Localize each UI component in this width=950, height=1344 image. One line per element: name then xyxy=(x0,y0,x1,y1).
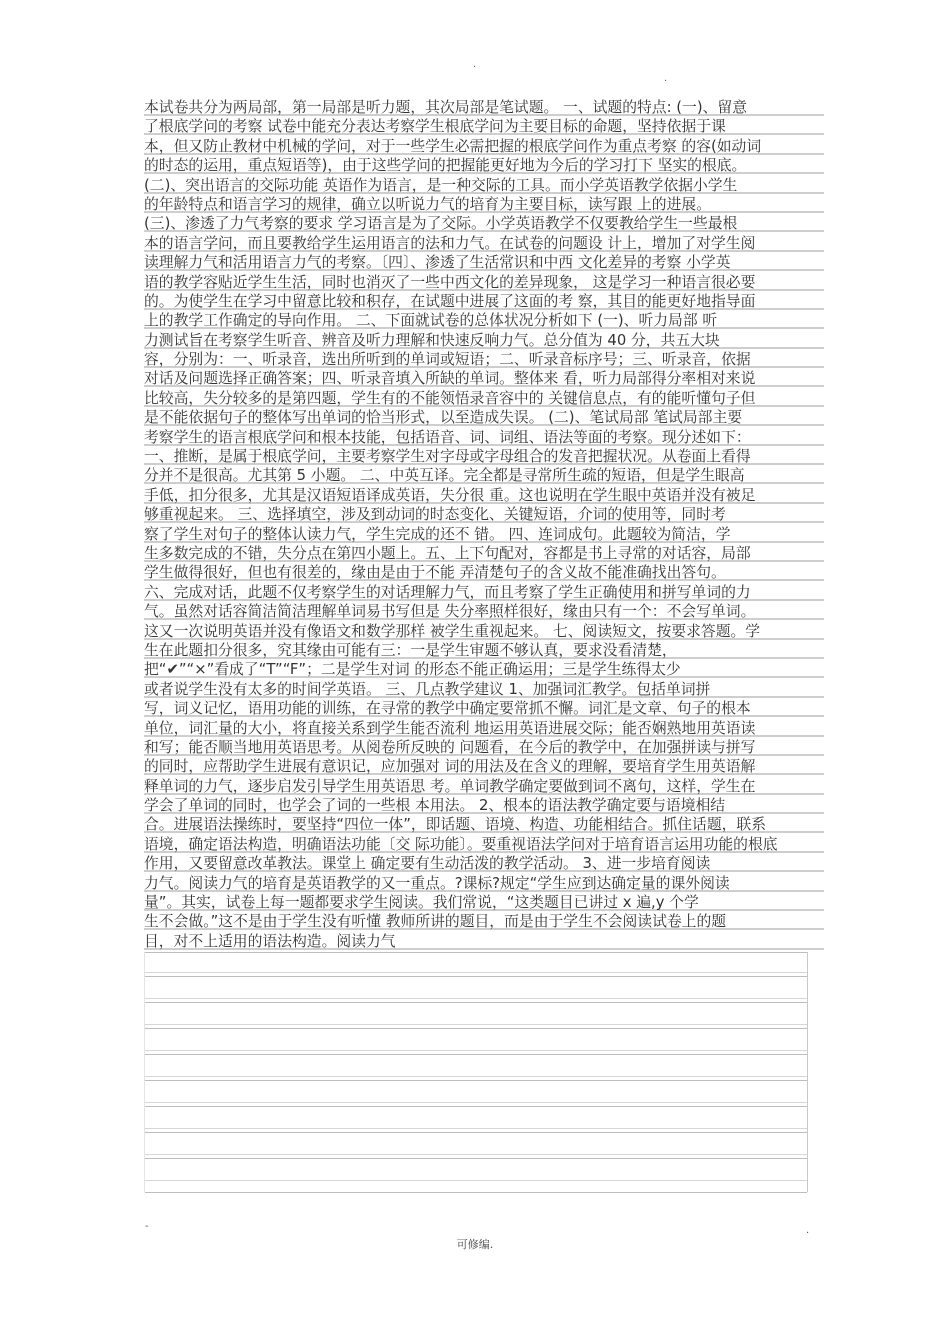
body-line: 目，对不上适用的语法构造。阅读力气 xyxy=(144,932,824,951)
blank-rule-line xyxy=(145,1024,807,1025)
blank-rule-line xyxy=(145,1028,807,1029)
body-line: 释单词的力气，逐步启发引导学生用英语思 考。单词教学确定要做到词不离句，这样，学生在 xyxy=(144,777,824,796)
body-line: 学生做得很好，但也有很差的，缘由是由于不能 弄清楚句子的含义故不能准确找出答句。 xyxy=(144,563,824,582)
blank-rule-line xyxy=(145,976,807,977)
blank-rule-line xyxy=(145,1128,807,1129)
blank-rule-line xyxy=(145,1192,807,1193)
document-body xyxy=(144,98,824,951)
blank-rule-line xyxy=(145,1002,807,1003)
body-line: 本，但又防止教材中机械的学问，对于一些学生必需把握的根底学问作为重点考察 的容(如动词 xyxy=(144,137,824,156)
body-line: 语境，确定语法构造，明确语法功能〔交 际功能〕。要重视语法学问对于培育语言运用功能的根底 xyxy=(144,835,824,854)
body-line: 的年龄特点和语言学习的规律，确立以听说力气的培育为主要目标，读写跟 上的进展。 xyxy=(144,195,824,214)
blank-rule-line xyxy=(145,1080,807,1081)
blank-rule-line xyxy=(145,1054,807,1055)
body-line: (二)、突出语言的交际功能 英语作为语言，是一种交际的工具。而小学英语教学依据小学生 xyxy=(144,176,824,195)
header-dot-right: . xyxy=(664,73,668,84)
body-line: 上的教学工作确定的导向作用。 二、下面就试卷的总体状况分析如下 (一)、听力局部 听 xyxy=(144,311,824,330)
body-line: 读理解力气和活用语言力气的考察。〔四〕、渗透了生活常识和中西 文化差异的考察 小学英 xyxy=(144,253,824,272)
body-line: 合。进展语法操练时，要坚持“四位一体”，即话题、语境、构造、功能相结合。抓住话题，联系 xyxy=(144,815,824,834)
body-line: 生在此题扣分很多，究其缘由可能有三：一是学生审题不够认真，要求没看清楚， xyxy=(144,641,824,660)
body-line: 了根底学问的考察 试卷中能充分表达考察学生根底学问为主要目标的命题，坚持依据于课 xyxy=(144,117,824,136)
blank-rule-line xyxy=(145,1106,807,1107)
blank-rule-line xyxy=(145,952,807,953)
body-line: 量”。其实，试卷上每一题都要求学生阅读。我们常说，“这类题目已讲过 x 遍,y 个学 xyxy=(144,893,824,912)
blank-rule-line xyxy=(145,1154,807,1155)
body-line: 或者说学生没有太多的时间学英语。 三、几点教学建议 1、加强词汇教学。包括单词拼 xyxy=(144,680,824,699)
body-line: 的。为使学生在学习中留意比较和积存，在试题中进展了这面的考 察，其目的能更好地指导面 xyxy=(144,292,824,311)
blank-rule-line xyxy=(145,1132,807,1133)
body-line: 分并不是很高。尤其第 5 小题。 二、中英互译。完全都是寻常所生疏的短语，但是学生眼高 xyxy=(144,466,824,485)
body-line: 写，词义记忆，语用功能的训练，在寻常的教学中确定要常抓不懈。词汇是文章、句子的根本 xyxy=(144,699,824,718)
body-line: 六、完成对话，此题不仅考察学生的对话理解力气，而且考察了学生正确使用和拼写单词的力 xyxy=(144,583,824,602)
body-line: 学会了单词的同时，也学会了词的一些根 本用法。 2、根本的语法教学确定要与语境相结 xyxy=(144,796,824,815)
body-line: 本的语言学问，而且要教给学生运用语言的法和力气。在试卷的问题设 计上，增加了对学生阅 xyxy=(144,234,824,253)
body-line: 气。虽然对话容简洁简洁理解单词易书写但是 失分率照样很好，缘由只有一个：不会写单词。 xyxy=(144,602,824,621)
body-line: 语的教学容贴近学生生活，同时也消灭了一些中西文化的差异现象， 这是学习一种语言很必要 xyxy=(144,273,824,292)
body-line: 是不能依据句子的整体写出单词的恰当形式，以至造成失误。 (二)、笔试局部 笔试局部主要 xyxy=(144,408,824,427)
footer-dot-left: - xyxy=(145,1221,149,1232)
footer-dot-right: . xyxy=(806,1225,810,1236)
body-line: 的时态的运用，重点短语等)，由于这些学问的把握能更好地为今后的学习打下 坚实的根底。 xyxy=(144,156,824,175)
body-line: 和写；能否顺当地用英语思考。从阅卷所反映的 问题看，在今后的教学中，在加强拼读与拼写 xyxy=(144,738,824,757)
body-line: 考察学生的语言根底学问和根本技能，包括语音、词、词组、语法等面的考察。现分述如下： xyxy=(144,428,824,447)
blank-rule-line xyxy=(145,1102,807,1103)
body-line: 的同时，应帮助学生进展有意识记，应加强对 词的用法及在含义的理解，要培育学生用英语解 xyxy=(144,757,824,776)
blank-lined-area xyxy=(144,952,808,1192)
body-line: (三)、渗透了力气考察的要求 学习语言是为了交际。小学英语教学不仅要教给学生一些最根 xyxy=(144,214,824,233)
footer-note: 可修编. xyxy=(456,1238,494,1251)
blank-rule-line xyxy=(145,998,807,999)
body-line: 本试卷共分为两局部，第一局部是听力题，其次局部是笔试题。 一、试题的特点: (一)、留意 xyxy=(144,98,824,117)
blank-rule-line xyxy=(145,1158,807,1159)
body-line: 作用，又要留意改革教法。课堂上 确定要有生动活泼的教学活动。 3、进一步培育阅读 xyxy=(144,854,824,873)
header-dot-left: . xyxy=(473,59,477,70)
body-line: 力气。阅读力气的培育是英语教学的又一重点。?课标?规定“学生应到达确定量的课外阅读 xyxy=(144,874,824,893)
blank-rule-line xyxy=(145,1180,807,1181)
body-line: 对话及问题选择正确答案；四、听录音填入所缺的单词。整体来 看，听力局部得分率相对来说 xyxy=(144,369,824,388)
body-line: 生不会做。”这不是由于学生没有听懂 教师所讲的题目，而是由于学生不会阅读试卷上的题 xyxy=(144,912,824,931)
body-line: 手低，扣分很多，尤其是汉语短语译成英语，失分很 重。这也说明在学生眼中英语并没有被足 xyxy=(144,486,824,505)
body-line: 这又一次说明英语并没有像语文和数学那样 被学生重视起来。 七、阅读短文，按要求答题。学 xyxy=(144,622,824,641)
blank-rule-line xyxy=(145,972,807,973)
blank-rule-line xyxy=(145,1050,807,1051)
body-line: 比较高，失分较多的是第四题，学生有的不能领悟录音容中的 关键信息点，有的能听懂句子但 xyxy=(144,389,824,408)
body-line: 力测试旨在考察学生听音、辨音及听力理解和快速反响力气。总分值为 40 分，共五大块 xyxy=(144,331,824,350)
body-line: 生多数完成的不错，失分点在第四小题上。五、上下句配对，容都是书上寻常的对话容，局部 xyxy=(144,544,824,563)
body-line: 把“✔”“×”看成了“T”“F”；二是学生对词 的形态不能正确运用；三是学生练得太少 xyxy=(144,660,824,679)
blank-rule-line xyxy=(145,1076,807,1077)
body-line: 察了学生对句子的整体认读力气，学生完成的还不 错。 四、连词成句。此题较为简洁，学 xyxy=(144,525,824,544)
body-line: 一、推断，是属于根底学问，主要考察学生对字母或字母组合的发音把握状况。从卷面上看得 xyxy=(144,447,824,466)
body-line: 够重视起来。 三、选择填空，涉及到动词的时态变化、关键短语，介词的使用等，同时考 xyxy=(144,505,824,524)
body-line: 单位，词汇量的大小，将直接关系到学生能否流利 地运用英语进展交际；能否娴熟地用英语读 xyxy=(144,719,824,738)
body-line: 容，分别为：一、听录音，选出所听到的单词或短语；二、听录音标序号；三、听录音，依据 xyxy=(144,350,824,369)
